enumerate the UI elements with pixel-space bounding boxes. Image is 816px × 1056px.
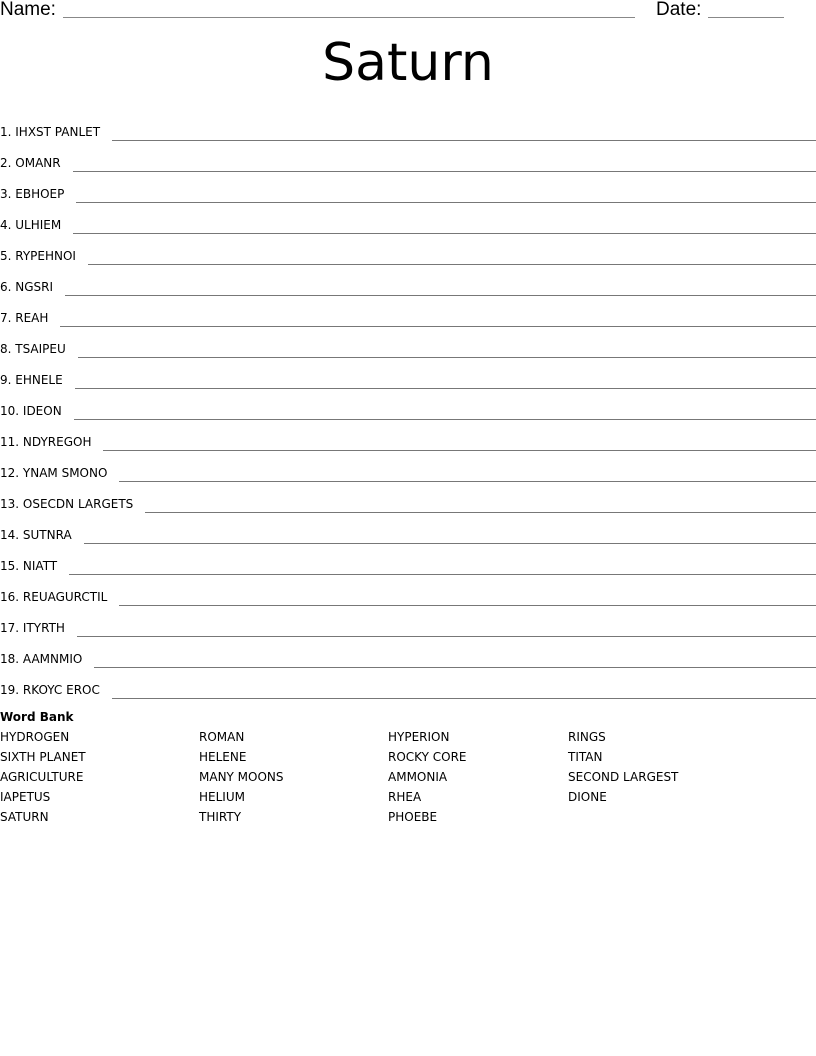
answer-line[interactable] (103, 450, 816, 451)
question-item (0, 266, 816, 297)
word-bank-word: RINGS (568, 730, 606, 744)
question-text: 16. REUAGURCTIL (0, 590, 108, 604)
word-bank-column (0, 728, 86, 828)
word-bank-word: HYDROGEN (0, 730, 70, 744)
word-bank-grid (0, 728, 816, 828)
word-bank-word: THIRTY (199, 810, 242, 824)
question-text: 12. YNAM SMONO (0, 466, 108, 480)
question-item (0, 235, 816, 266)
question-item (0, 173, 816, 204)
answer-line[interactable] (112, 140, 816, 141)
question-item (0, 111, 816, 142)
question-list (0, 111, 816, 700)
answer-line[interactable] (73, 233, 816, 234)
question-item (0, 638, 816, 669)
word-bank-word: SATURN (0, 810, 49, 824)
question-item (0, 483, 816, 514)
answer-line[interactable] (119, 605, 816, 606)
question-text: 11. NDYREGOH (0, 435, 92, 449)
question-item (0, 514, 816, 545)
question-item (0, 142, 816, 173)
question-item (0, 359, 816, 390)
question-text: 5. RYPEHNOI (0, 249, 76, 263)
answer-line[interactable] (75, 388, 816, 389)
question-text: 14. SUTNRA (0, 528, 72, 542)
question-item (0, 576, 816, 607)
name-field-line[interactable] (63, 17, 635, 18)
word-bank-word: RHEA (388, 790, 422, 804)
question-item (0, 328, 816, 359)
word-bank-word: HYPERION (388, 730, 450, 744)
question-text: 8. TSAIPEU (0, 342, 66, 356)
word-bank-column (568, 728, 678, 808)
question-item (0, 390, 816, 421)
word-bank (0, 708, 816, 828)
question-text: 7. REAH (0, 311, 49, 325)
word-bank-word: ROCKY CORE (388, 750, 467, 764)
question-item (0, 545, 816, 576)
answer-line[interactable] (69, 574, 816, 575)
page-title: Saturn (322, 33, 494, 93)
answer-line[interactable] (119, 481, 816, 482)
question-text: 13. OSECDN LARGETS (0, 497, 134, 511)
question-item (0, 607, 816, 638)
answer-line[interactable] (94, 667, 816, 668)
answer-line[interactable] (88, 264, 816, 265)
answer-line[interactable] (65, 295, 816, 296)
word-bank-word: HELIUM (199, 790, 245, 804)
question-item (0, 452, 816, 483)
word-bank-word: DIONE (568, 790, 607, 804)
answer-line[interactable] (78, 357, 816, 358)
question-text: 19. RKOYC EROC (0, 683, 100, 697)
word-bank-word: PHOEBE (388, 810, 438, 824)
word-bank-word: TITAN (568, 750, 603, 764)
question-item (0, 421, 816, 452)
word-bank-word: MANY MOONS (199, 770, 284, 784)
word-bank-word: AGRICULTURE (0, 770, 84, 784)
answer-line[interactable] (145, 512, 816, 513)
question-text: 10. IDEON (0, 404, 62, 418)
word-bank-word: AMMONIA (388, 770, 448, 784)
answer-line[interactable] (84, 543, 816, 544)
worksheet-header (0, 0, 816, 24)
question-item (0, 297, 816, 328)
question-text: 6. NGSRI (0, 280, 54, 294)
answer-line[interactable] (73, 171, 816, 172)
question-text: 3. EBHOEP (0, 187, 65, 201)
word-bank-column (199, 728, 284, 828)
word-bank-title: Word Bank (0, 710, 74, 724)
question-text: 9. EHNELE (0, 373, 63, 387)
date-label: Date: (656, 0, 702, 20)
answer-line[interactable] (76, 202, 816, 203)
word-bank-word: HELENE (199, 750, 247, 764)
word-bank-word: IAPETUS (0, 790, 51, 804)
question-text: 17. ITYRTH (0, 621, 65, 635)
answer-line[interactable] (74, 419, 816, 420)
question-text: 15. NIATT (0, 559, 58, 573)
question-item (0, 204, 816, 235)
question-text: 18. AAMNMIO (0, 652, 83, 666)
question-item (0, 669, 816, 700)
question-text: 2. OMANR (0, 156, 61, 170)
word-bank-word: ROMAN (199, 730, 245, 744)
date-field-line[interactable] (708, 17, 784, 18)
word-bank-word: SECOND LARGEST (568, 770, 679, 784)
question-text: 4. ULHIEM (0, 218, 62, 232)
word-bank-column (388, 728, 467, 828)
answer-line[interactable] (112, 698, 816, 699)
question-text: 1. IHXST PANLET (0, 125, 101, 139)
answer-line[interactable] (77, 636, 816, 637)
name-label: Name: (0, 0, 56, 20)
answer-line[interactable] (60, 326, 816, 327)
word-bank-word: SIXTH PLANET (0, 750, 86, 764)
